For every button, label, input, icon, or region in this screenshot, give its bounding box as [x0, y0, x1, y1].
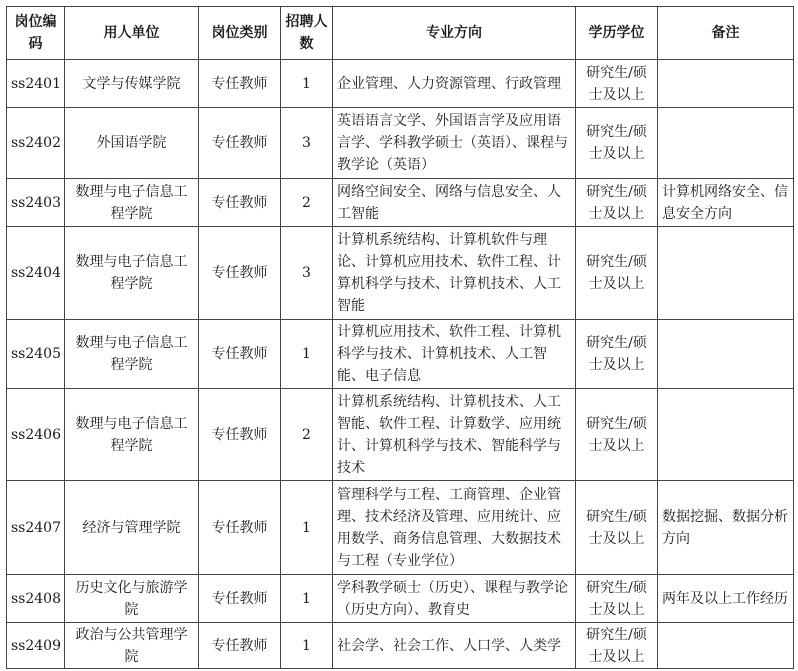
cell-unit: 外国语学院 [65, 108, 199, 179]
cell-major: 计算机系统结构、计算机技术、人工智能、软件工程、计算数学、应用统计、计算机科学与技术、智能科学与技术 [333, 389, 576, 481]
cell-note [658, 108, 794, 179]
table-row [7, 481, 794, 575]
cell-major: 计算机系统结构、计算机软件与理论、计算机应用技术、软件工程、计算机科学与技术、计算机技术、人工智能 [333, 227, 576, 320]
cell-major: 管理科学与工程、工商管理、企业管理、技术经济及管理、应用统计、应用数学、商务信息管理、大数据技术与工程（专业学位） [333, 481, 576, 575]
cell-degree: 研究生/硕士及以上 [576, 108, 658, 179]
header-note: 备注 [658, 7, 794, 60]
cell-code: ss2404 [7, 227, 65, 320]
cell-note: 数据挖掘、数据分析方向 [658, 481, 794, 575]
cell-count: 1 [281, 481, 333, 575]
cell-count: 3 [281, 108, 333, 179]
recruitment-table [6, 6, 794, 669]
cell-category: 专任教师 [199, 227, 281, 320]
cell-degree: 研究生/硕士及以上 [576, 575, 658, 623]
cell-category: 专任教师 [199, 179, 281, 227]
header-count: 招聘人数 [281, 7, 333, 60]
cell-unit: 数理与电子信息工程学院 [65, 227, 199, 320]
table-row [7, 389, 794, 481]
cell-unit: 数理与电子信息工程学院 [65, 179, 199, 227]
cell-category: 专任教师 [199, 389, 281, 481]
table-row [7, 108, 794, 179]
cell-code: ss2405 [7, 320, 65, 389]
cell-major: 企业管理、人力资源管理、行政管理 [333, 60, 576, 108]
cell-unit: 历史文化与旅游学院 [65, 575, 199, 623]
cell-note [658, 623, 794, 669]
cell-code: ss2409 [7, 623, 65, 669]
cell-note: 计算机网络安全、信息安全方向 [658, 179, 794, 227]
table-row [7, 320, 794, 389]
cell-degree: 研究生/硕士及以上 [576, 623, 658, 669]
cell-count: 3 [281, 227, 333, 320]
header-row [7, 7, 794, 60]
cell-code: ss2408 [7, 575, 65, 623]
table-row [7, 60, 794, 108]
cell-unit: 经济与管理学院 [65, 481, 199, 575]
cell-note [658, 60, 794, 108]
cell-count: 2 [281, 179, 333, 227]
cell-code: ss2403 [7, 179, 65, 227]
cell-major: 社会学、社会工作、人口学、人类学 [333, 623, 576, 669]
cell-unit: 文学与传媒学院 [65, 60, 199, 108]
cell-count: 1 [281, 60, 333, 108]
cell-note: 两年及以上工作经历 [658, 575, 794, 623]
cell-category: 专任教师 [199, 481, 281, 575]
table-row [7, 179, 794, 227]
cell-unit: 政治与公共管理学院 [65, 623, 199, 669]
table-row [7, 575, 794, 623]
cell-category: 专任教师 [199, 623, 281, 669]
cell-count: 1 [281, 623, 333, 669]
table-row [7, 623, 794, 669]
cell-count: 2 [281, 389, 333, 481]
cell-note [658, 227, 794, 320]
cell-category: 专任教师 [199, 60, 281, 108]
cell-code: ss2406 [7, 389, 65, 481]
cell-degree: 研究生/硕士及以上 [576, 60, 658, 108]
cell-degree: 研究生/硕士及以上 [576, 227, 658, 320]
cell-count: 1 [281, 320, 333, 389]
cell-major: 学科教学硕士（历史）、课程与教学论（历史方向）、教育史 [333, 575, 576, 623]
cell-note [658, 389, 794, 481]
cell-degree: 研究生/硕士及以上 [576, 179, 658, 227]
header-code: 岗位编码 [7, 7, 65, 60]
cell-code: ss2402 [7, 108, 65, 179]
cell-unit: 数理与电子信息工程学院 [65, 389, 199, 481]
cell-category: 专任教师 [199, 108, 281, 179]
cell-note [658, 320, 794, 389]
table-row [7, 227, 794, 320]
cell-degree: 研究生/硕士及以上 [576, 320, 658, 389]
cell-major: 计算机应用技术、软件工程、计算机科学与技术、计算机技术、人工智能、电子信息 [333, 320, 576, 389]
cell-major: 网络空间安全、网络与信息安全、人工智能 [333, 179, 576, 227]
cell-unit: 数理与电子信息工程学院 [65, 320, 199, 389]
cell-code: ss2407 [7, 481, 65, 575]
header-major: 专业方向 [333, 7, 576, 60]
cell-major: 英语语言文学、外国语言学及应用语言学、学科教学硕士（英语）、课程与教学论（英语） [333, 108, 576, 179]
header-unit: 用人单位 [65, 7, 199, 60]
cell-category: 专任教师 [199, 320, 281, 389]
cell-count: 1 [281, 575, 333, 623]
cell-degree: 研究生/硕士及以上 [576, 481, 658, 575]
header-category: 岗位类别 [199, 7, 281, 60]
cell-category: 专任教师 [199, 575, 281, 623]
header-degree: 学历学位 [576, 7, 658, 60]
cell-degree: 研究生/硕士及以上 [576, 389, 658, 481]
cell-code: ss2401 [7, 60, 65, 108]
